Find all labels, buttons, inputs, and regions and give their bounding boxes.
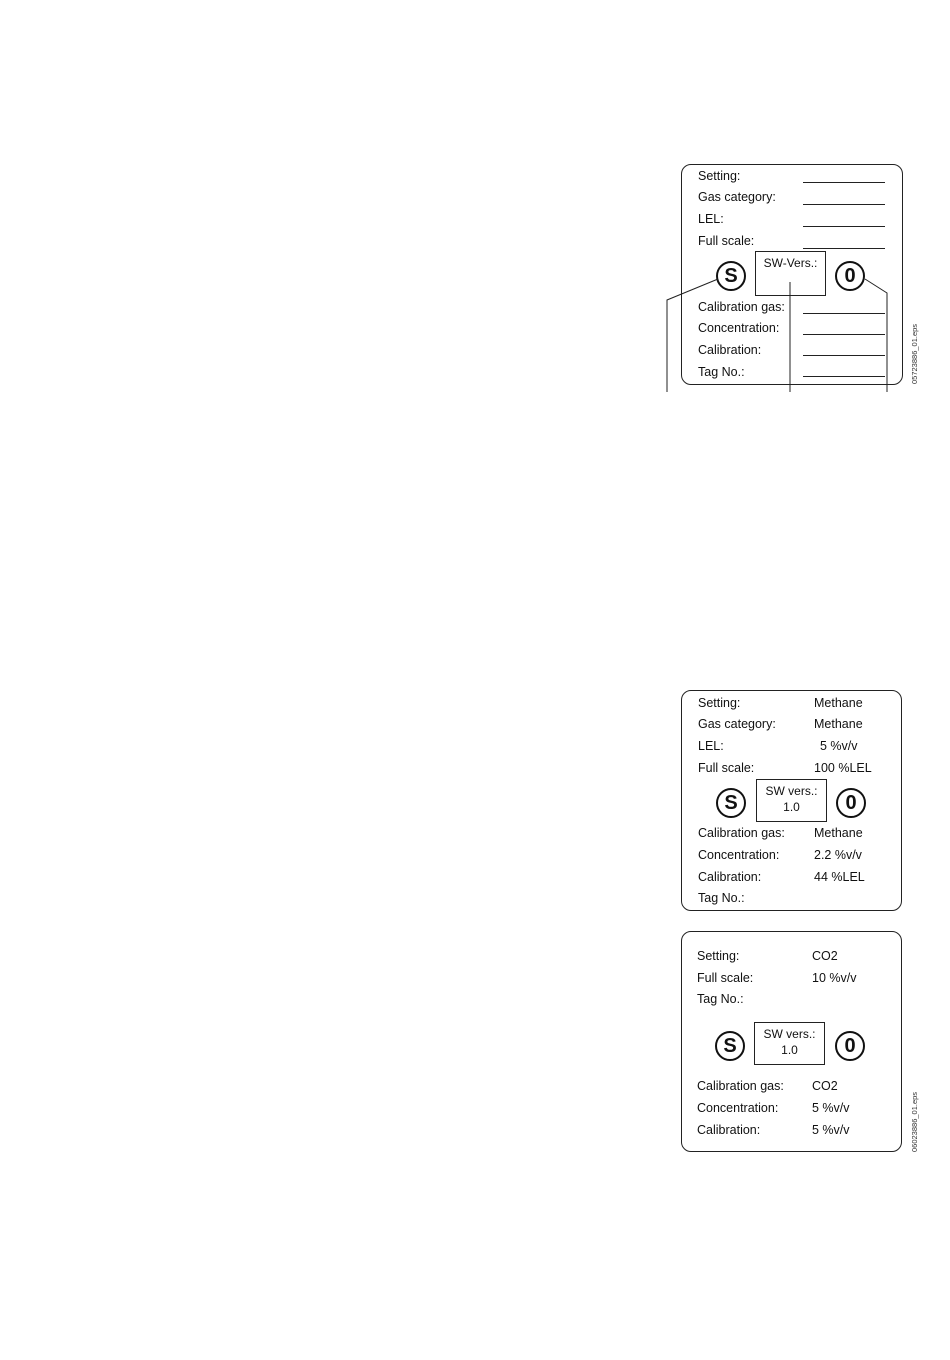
template-row-lel: LEL:	[698, 212, 724, 226]
zero-symbol-icon: 0	[835, 1031, 865, 1061]
methane-row-calibration-gas-label: Calibration gas:	[698, 826, 785, 840]
template-row-concentration: Concentration:	[698, 321, 780, 335]
figure-id-2: 06023886_01.eps	[910, 1091, 919, 1152]
co2-row-calibration-label: Calibration:	[697, 1123, 761, 1137]
methane-row-lel-label: LEL:	[698, 739, 724, 753]
zero-symbol-icon: 0	[836, 788, 866, 818]
co2-row-setting-value: CO2	[812, 949, 838, 963]
co2-row-calibration-gas-label: Calibration gas:	[697, 1079, 784, 1093]
sw-version-label: SW-Vers.:	[763, 256, 818, 270]
co2-row-concentration-value: 5 %v/v	[812, 1101, 850, 1115]
co2-row-full-scale-value: 10 %v/v	[812, 971, 857, 985]
methane-row-calibration-label: Calibration:	[698, 870, 762, 884]
co2-row-full-scale-label: Full scale:	[697, 971, 754, 985]
methane-row-setting-value: Methane	[814, 696, 863, 710]
methane-row-lel-value: 5 %v/v	[820, 739, 858, 753]
figure-id-1: 05723886_01.eps	[910, 323, 919, 384]
template-row-setting: Setting:	[698, 169, 741, 183]
sw-version-value: 1.0	[783, 800, 800, 814]
methane-row-calibration-gas-value: Methane	[814, 826, 863, 840]
template-row-gas-category: Gas category:	[698, 190, 776, 204]
co2-row-tag-no-label: Tag No.:	[697, 992, 744, 1006]
template-row-calibration-gas: Calibration gas:	[698, 300, 785, 314]
methane-row-gas-category-label: Gas category:	[698, 717, 776, 731]
co2-row-concentration-label: Concentration:	[697, 1101, 779, 1115]
sw-version-label: SW vers.:	[765, 784, 818, 798]
co2-row-calibration-gas-value: CO2	[812, 1079, 838, 1093]
methane-row-calibration-value: 44 %LEL	[814, 870, 865, 884]
template-row-calibration: Calibration:	[698, 343, 762, 357]
methane-row-concentration-value: 2.2 %v/v	[814, 848, 862, 862]
template-row-tag-no: Tag No.:	[698, 365, 745, 379]
methane-row-tag-no-label: Tag No.:	[698, 891, 745, 905]
sw-version-box	[756, 779, 827, 822]
methane-row-full-scale-label: Full scale:	[698, 761, 755, 775]
co2-row-setting-label: Setting:	[697, 949, 740, 963]
callout-line-span	[667, 279, 718, 392]
methane-row-setting-label: Setting:	[698, 696, 741, 710]
sw-version-label: SW vers.:	[763, 1027, 816, 1041]
span-symbol-icon: S	[715, 1031, 745, 1061]
co2-row-calibration-value: 5 %v/v	[812, 1123, 850, 1137]
methane-row-gas-category-value: Methane	[814, 717, 863, 731]
methane-row-concentration-label: Concentration:	[698, 848, 780, 862]
span-symbol-icon: S	[716, 788, 746, 818]
span-symbol-icon: S	[716, 261, 746, 291]
zero-symbol-icon: 0	[835, 261, 865, 291]
methane-row-full-scale-value: 100 %LEL	[814, 761, 872, 775]
callout-line-zero	[865, 279, 887, 392]
sw-version-value: 1.0	[781, 1043, 798, 1057]
sw-version-box	[754, 1022, 825, 1065]
template-row-full-scale: Full scale:	[698, 234, 755, 248]
